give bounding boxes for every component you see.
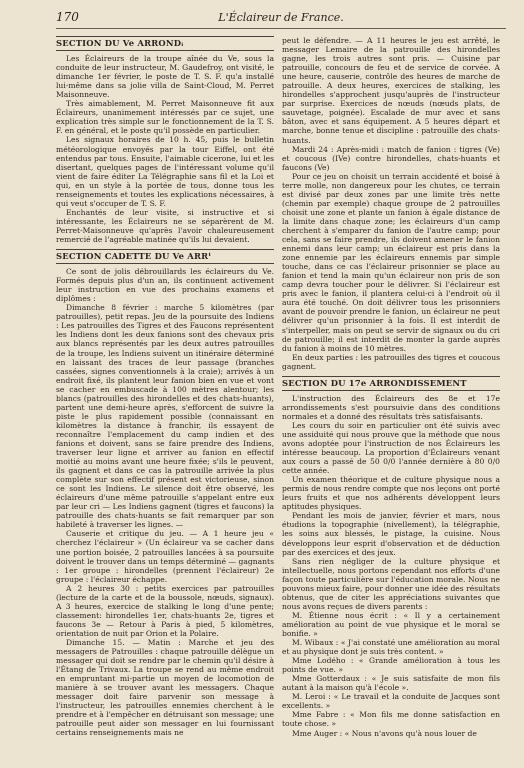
paragraph: Un examen théorique et de culture physique nous a permis de nous rendre compte que nos leçons ont porté leurs fruits et que nos adhérents développent leurs aptitudes physiques.	[282, 475, 500, 512]
right-column	[282, 36, 500, 760]
paragraph: Mardi 24 : Après-midi : match de fanion : tigres (Ve) et coucous (IVe) contre hirondelles, chats-huants et faucons (Ve)	[282, 144, 500, 172]
section-heading: SECTION DU 17e ARRONDISSEMENT	[282, 376, 500, 391]
paragraph: Très aimablement, M. Perret Maisonneuve fit aux Éclaireurs, unanimement intéressés par ce sujet, une explication très simple sur le fonctionnement de la T. S. F. en général, et le poste qu'il possède en particulier.	[56, 99, 274, 136]
paragraph: Ce sont de jolis débrouillards les éclaireurs du Ve. Formés depuis plus d'un an, ils continuent activement leur instruction en vue des prochains examens et diplômes :	[56, 267, 274, 304]
paragraph: L'instruction des Éclaireurs des 8e et 17e arrondissements s'est poursuivie dans des conditions normales et a donné des résultats très satisfaisants.	[282, 393, 500, 421]
spacer	[56, 244, 274, 248]
paragraph: Causerie et critique du jeu. — A 1 heure jeu « cherchez l'éclaireur » (Un éclaireur va se cacher dans une portion boisée, 2 patrouilles lancées à sa poursuite doivent le trouver dans un temps déterminé — gagnants : 1er groupe : hirondelles (prennent l'éclaireur) 2e groupe : l'éclaireur échappe.	[56, 529, 274, 584]
quote: Mme Lodého : « Grande amélioration à tous les points de vue. »	[282, 656, 500, 675]
left-column	[56, 36, 274, 760]
running-title: L'Éclaireur de France.	[218, 11, 344, 24]
paragraph: En deux parties : les patrouilles des tigres et coucous gagnent.	[282, 352, 500, 371]
paragraph: Les Éclaireurs de la troupe aînée du Ve, sous la conduite de leur instructeur, M. Gaudefroy, ont visité, le dimanche 1er février, le poste de T. S. F. qu'a installé lui-même dans sa jolie villa de Saint-Cloud, M. Perret Maisonneuve.	[56, 54, 274, 100]
paragraph: Pendant les mois de janvier, février et mars, nous étudions la topographie (nivellement), la télégraphie, les soins aux blessés, le pistage, la cuisine. Nous développons leur esprit d'observation et de déduction par des exercices et des jeux.	[282, 511, 500, 557]
paragraph: Sans rien négliger de la culture physique et intellectuelle, nous portons cependant nos efforts d'une façon toute particulière sur l'éducation morale. Nous ne pouvons mieux faire, pour donner une idée des résultats obtenus, que de citer les appréciations suivantes que nous avons reçues de divers parents :	[282, 556, 500, 611]
paragraph: A 2 heures 30 : petits exercices par patrouilles (lecture de la carte et de la boussole, nœuds, signaux). A 3 heures, exercice de stalking le long d'une pente; classement: hirondelles 1er, chats-huants 2e, tigres et faucons 3e — Retour à Paris à pied, 5 kilomètres, orientation de nuit par Orion et la Polaire.	[56, 583, 274, 638]
paragraph: Pour ce jeu on choisit un terrain accidenté et boisé à terre molle, non dangereux pour les chutes, ce terrain est divisé par deux zones par une limite très nette (chemin par exemple) chaque groupe de 2 patrouilles choisit une zone et plante un fanion à égale distance de la limite dans chaque zone; les éclaireurs d'un camp cherchent à s'emparer du fanion de l'autre camp; pour cela, sans se faire prendre, ils doivent amener le fanion ennemi dans leur camp; un éclaireur est pris dans la zone ennemie par les éclaireurs ennemis par simple touche, dans ce cas l'éclaireur prisonnier se place au fanion et tend la main qu'un éclaireur non pris de son camp devra toucher pour le délivrer. Si l'éclaireur est pris avec le fanion, il plantera celui-ci à l'endroit où il aura été touché. On doit délivrer tous les prisonniers avant de pouvoir prendre le fanion, un éclaireur ne peut délivrer qu'un prisonnier à la fois. Il est interdit de s'interpeller, mais on peut se servir de signaux ou du cri de patrouille; il est interdit de monter la garde auprès du fanion à moins de 10 mètres.	[282, 171, 500, 353]
section-heading: SECTION DU Ve ARRONDᵢ	[56, 36, 274, 51]
quote: Mme Fabre : « Mon fils me donne satisfaction en toute chose. »	[282, 710, 500, 729]
section-heading: SECTION CADETTE DU Ve ARRᵗ	[56, 249, 274, 264]
spacer	[282, 371, 500, 375]
paragraph: Dimanche 8 février : marche 5 kilomètres (par patrouilles), petit repas. Jeu de la poursuite des Indiens : Les patrouilles des Tigres et des Faucons représentent les Indiens dont les deux fanions sont des chevaux pris aux blancs représentés par les deux autres patrouilles de la troupe, les Indiens suivent un itinéraire déterminé en laissant des traces de leur passage (branches cassées, signes conventionnels à la craie); arrivés à un endroit fixé, ils plantent leur fanion bien en vue et vont se cacher en embuscade à 100 mètres alentour; les blancs (patrouilles des hirondelles et des chats-huants), partent une demi-heure après, s'efforcent de suivre la piste le plus rapidement possible (connaissant en kilomètres la distance à franchir, ils essayent de reconnaître l'emplacement du camp indien et des fanions et doivent, sans se faire prendre des Indiens, traverser leur ligne et arriver au fanion en effectif moitié au moins avant une heure fixée; s'ils le peuvent, ils gagnent et dans ce cas la patrouille arrivée la plus complète sur son effectif présent est victorieuse, sinon ce sont les Indiens. Le silence doit être observé, les éclaireurs d'une même patrouille s'appelant entre eux par leur cri — Les Indiens gagnent (tigres et faucons) la patrouille des chats-huants se fait remarquer par son habileté à traverser les lignes. —	[56, 303, 274, 530]
quote: M. Étienne nous écrit : « Il y a certainement amélioration au point de vue physique et le moral se bonifie. »	[282, 610, 500, 638]
quote: M. Leroi : « Le travail et la conduite de Jacques sont excellents. »	[282, 692, 500, 711]
paragraph: Enchantés de leur visite, si instructive et si intéressante, les Éclaireurs ne se séparèrent de M. Perret-Maisonneuve qu'après l'avoir chaleureusement remercié de l'agréable matinée qu'ils lui devaient.	[56, 207, 274, 244]
paragraph: Dimanche 15. — Matin : Marche et jeu des messagers de Patrouilles : chaque patrouille délègue un messager qui doit se rendre par le chemin qu'il désire à l'Étang de Trivaux. La troupe se rend au même endroit en empruntant mi-partie un moyen de locomotion de manière à se trouver avant les messagers. Chaque messager doit faire parvenir son message à l'instructeur, les patrouilles ennemies cherchent à le prendre et à l'empêcher en détruisant son message; une patrouille peut aider son messager en lui fournissant certains renseignements mais ne	[56, 638, 274, 738]
paragraph: Les cours du soir en particulier ont été suivis avec une assiduité qui nous prouve que la méthode que nous avons adoptée pour l'instruction de nos Éclaireurs les intéresse beaucoup. La proportion d'Éclaireurs venant aux cours a passé de 50 0/0 l'année dernière à 80 0/0 cette année.	[282, 420, 500, 476]
paragraph: peut le défendre. — A 11 heures le jeu est arrêté, le messager Lemaire de la patrouille des hirondelles gagne, les trois autres sont pris. — Cuisine par patrouille, concours de feu et de service de corvée. A une heure, causerie, contrôle des heures de marche de patrouille. A deux heures, exercices de stalking, les hirondelles s'approchent jusqu'auprès de l'instructeur par surprise. Exercices de nœuds (nœuds plats, de sauvetage, poignée). Escalade de mur avec et sans bâton, avec et sans équipement. A 5 heures départ et marche, bonne tenue et discipline : patrouille des chats-huants.	[282, 36, 500, 145]
header-rule	[56, 28, 506, 29]
quote: Mme Gotterdaux : « Je suis satisfaite de mon fils autant à la maison qu'à l'école ».	[282, 674, 500, 693]
paragraph: Les signaux horaires de 10 h. 45, puis le bulletin météorologique envoyés par la tour Eiffel, ont été entendus par tous. Ensuite, l'aimable cicerone, lui et les disertant, quelques pages de l'intéressant volume qu'il vient de faire éditer La Télégraphie sans fil et la Loi et qui, en un style à la portée de tous, donne tous les renseignements et toutes les explications nécessaires, à qui veut s'occuper de T. S. F.	[56, 135, 274, 208]
quote: Mme Auger : « Nous n'avons qu'à nous louer de	[292, 728, 477, 738]
page-number: 170	[56, 10, 79, 24]
quote: M. Wibaux : « J'ai constaté une amélioration au moral et au physique dont je suis très content. »	[282, 638, 500, 657]
page-header	[56, 10, 506, 28]
